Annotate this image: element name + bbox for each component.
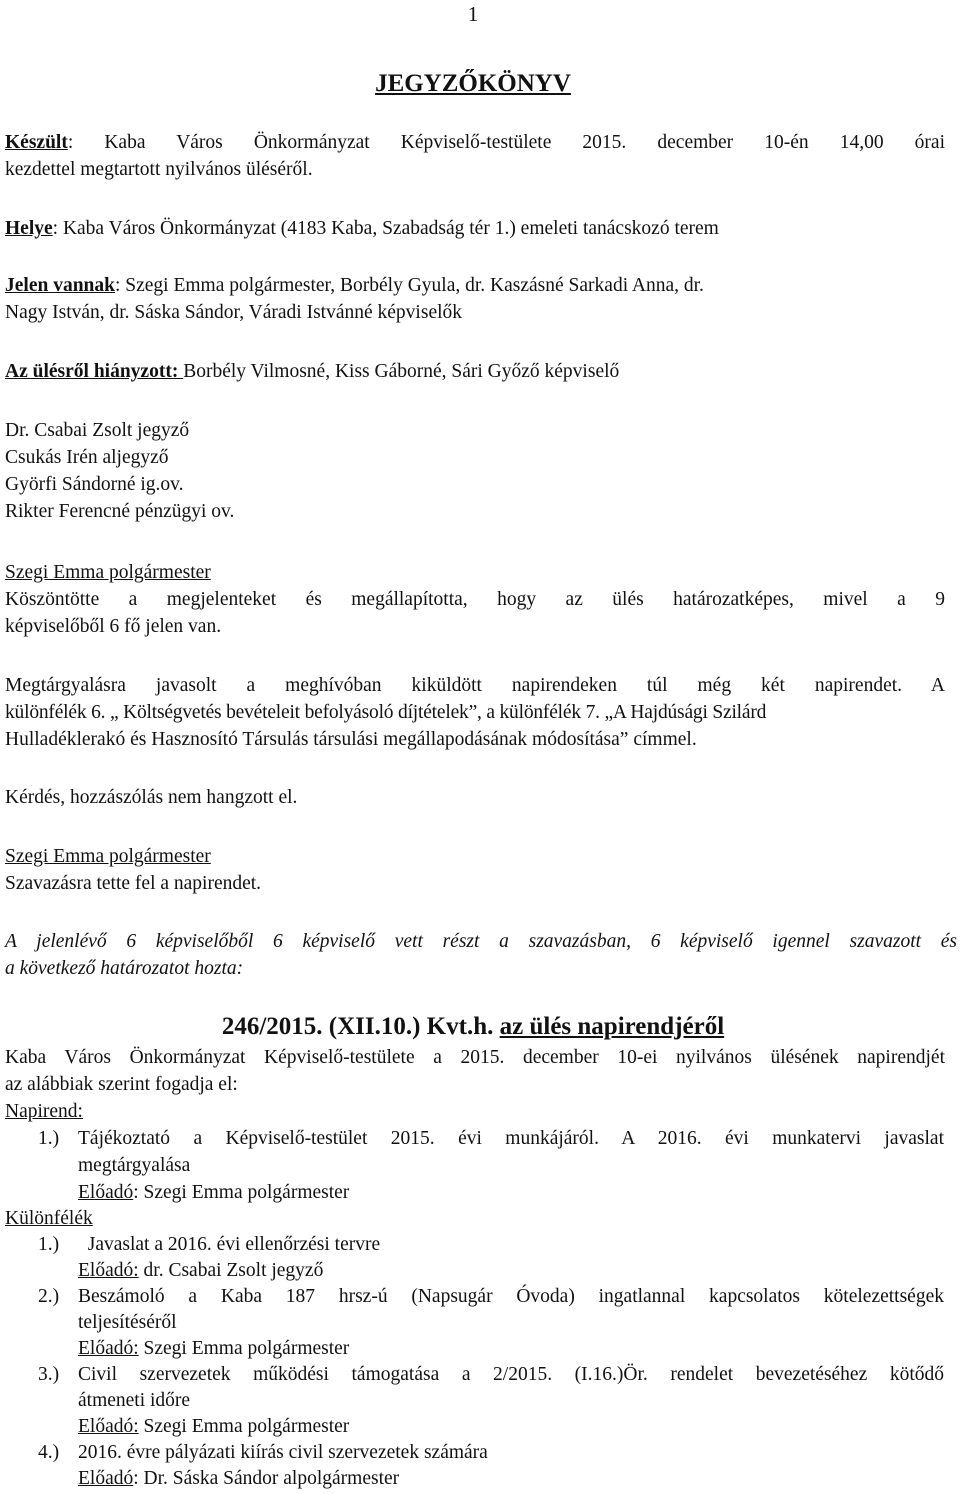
para4: Szavazásra tette fel a napirendet.	[5, 873, 262, 894]
keszult-line2: kezdettel megtartott nyilvános üléséről.	[5, 159, 313, 180]
misc-item-3-presenter: Előadó: Szegi Emma polgármester	[78, 1416, 350, 1437]
agenda-item-1-line1: Tájékoztató a Képviselő-testület 2015. évi munkájáról. A 2016. évi munkatervi javaslat	[78, 1128, 944, 1149]
agenda-item-1-presenter: Előadó: Szegi Emma polgármester	[78, 1182, 350, 1203]
misc-item-4-presenter: Előadó: Dr. Sáska Sándor alpolgármester	[78, 1468, 400, 1489]
para2-line2: különfélék 6. „ Költségvetés bevételeit befolyásoló díjtételek”, a különfélék 7. „A Hajdúsági Szilárd	[5, 702, 767, 723]
para1-line1: Köszöntötte a megjelenteket és megállapította, hogy az ülés határozatképes, mivel a 9	[5, 589, 945, 610]
resolution-line1: Kaba Város Önkormányzat Képviselő-testülete a 2015. december 10-ei nyilvános ülésének napirendjét	[5, 1047, 945, 1068]
misc-item-2-line1: Beszámoló a Kaba 187 hrsz-ú (Napsugár Óvoda) ingatlannal kapcsolatos kötelezettségek	[78, 1286, 944, 1307]
misc-item-1-line1: Javaslat a 2016. évi ellenőrzési tervre	[78, 1234, 381, 1255]
helye-line: Helye: Kaba Város Önkormányzat (4183 Kaba, Szabadság tér 1.) emeleti tanácskozó terem	[5, 218, 719, 239]
napirend-label: Napirend:	[5, 1101, 83, 1122]
attendee-4: Rikter Ferencné pénzügyi ov.	[5, 501, 235, 522]
misc-num-1: 1.)	[38, 1234, 60, 1255]
speaker-heading-1: Szegi Emma polgármester	[5, 562, 211, 583]
helye-label: Helye	[5, 218, 53, 239]
misc-item-4-line1: 2016. évre pályázati kiírás civil szervezetek számára	[78, 1442, 488, 1463]
kulonfelek-label: Különfélék	[5, 1208, 93, 1229]
document-title: JEGYZŐKÖNYV	[375, 70, 571, 97]
misc-num-4: 4.)	[38, 1442, 60, 1463]
vote-line2: a következő határozatot hozta:	[5, 958, 244, 979]
misc-item-2-presenter: Előadó: Szegi Emma polgármester	[78, 1338, 350, 1359]
speaker-heading-2: Szegi Emma polgármester	[5, 846, 211, 867]
keszult-label: Készült	[5, 132, 68, 153]
attendee-3: Györfi Sándorné ig.ov.	[5, 474, 184, 495]
para1-line2: képviselőből 6 fő jelen van.	[5, 616, 222, 637]
para2-line1: Megtárgyalásra javasolt a meghívóban kiküldött napirendeken túl még két napirendet. A	[5, 675, 945, 696]
hianyzott-line: Az ülésről hiányzott: Borbély Vilmosné, Kiss Gáborné, Sári Győző képviselő	[5, 361, 620, 382]
agenda-item-1-line2: megtárgyalása	[78, 1155, 191, 1176]
resolution-title: 246/2015. (XII.10.) Kvt.h. az ülés napirendjéről	[221, 1013, 725, 1040]
vote-line1: A jelenlévő 6 képviselőből 6 képviselő vett részt a szavazásban, 6 képviselő igennel szavazott és	[5, 931, 957, 952]
para3: Kérdés, hozzászólás nem hangzott el.	[5, 787, 298, 808]
hianyzott-label: Az ülésről hiányzott:	[5, 361, 184, 382]
agenda-num-1: 1.)	[38, 1128, 60, 1149]
resolution-line2: az alábbiak szerint fogadja el:	[5, 1074, 238, 1095]
jelen-line2: Nagy István, dr. Sáska Sándor, Váradi Istvánné képviselők	[5, 302, 463, 323]
page-number: 1	[467, 2, 479, 26]
misc-num-3: 3.)	[38, 1364, 60, 1385]
misc-item-2-line2: teljesítéséről	[78, 1312, 177, 1333]
misc-item-3-line2: átmeneti időre	[78, 1390, 191, 1411]
keszult-line1: Készült: Kaba Város Önkormányzat Képviselő-testülete 2015. december 10-én 14,00 órai	[5, 132, 945, 153]
para2-line3: Hulladéklerakó és Hasznosító Társulás társulási megállapodásának módosítása” címmel.	[5, 729, 697, 750]
misc-item-1-presenter: Előadó: dr. Csabai Zsolt jegyző	[78, 1260, 324, 1281]
attendee-1: Dr. Csabai Zsolt jegyző	[5, 420, 190, 441]
attendee-2: Csukás Irén aljegyző	[5, 447, 169, 468]
jelen-line1: Jelen vannak: Szegi Emma polgármester, Borbély Gyula, dr. Kaszásné Sarkadi Anna, dr.	[5, 275, 704, 296]
misc-item-3-line1: Civil szervezetek működési támogatása a 2/2015. (I.16.)Ör. rendelet bevezetéséhez kötődő	[78, 1364, 944, 1385]
misc-num-2: 2.)	[38, 1286, 60, 1307]
jelen-label: Jelen vannak	[5, 275, 115, 296]
